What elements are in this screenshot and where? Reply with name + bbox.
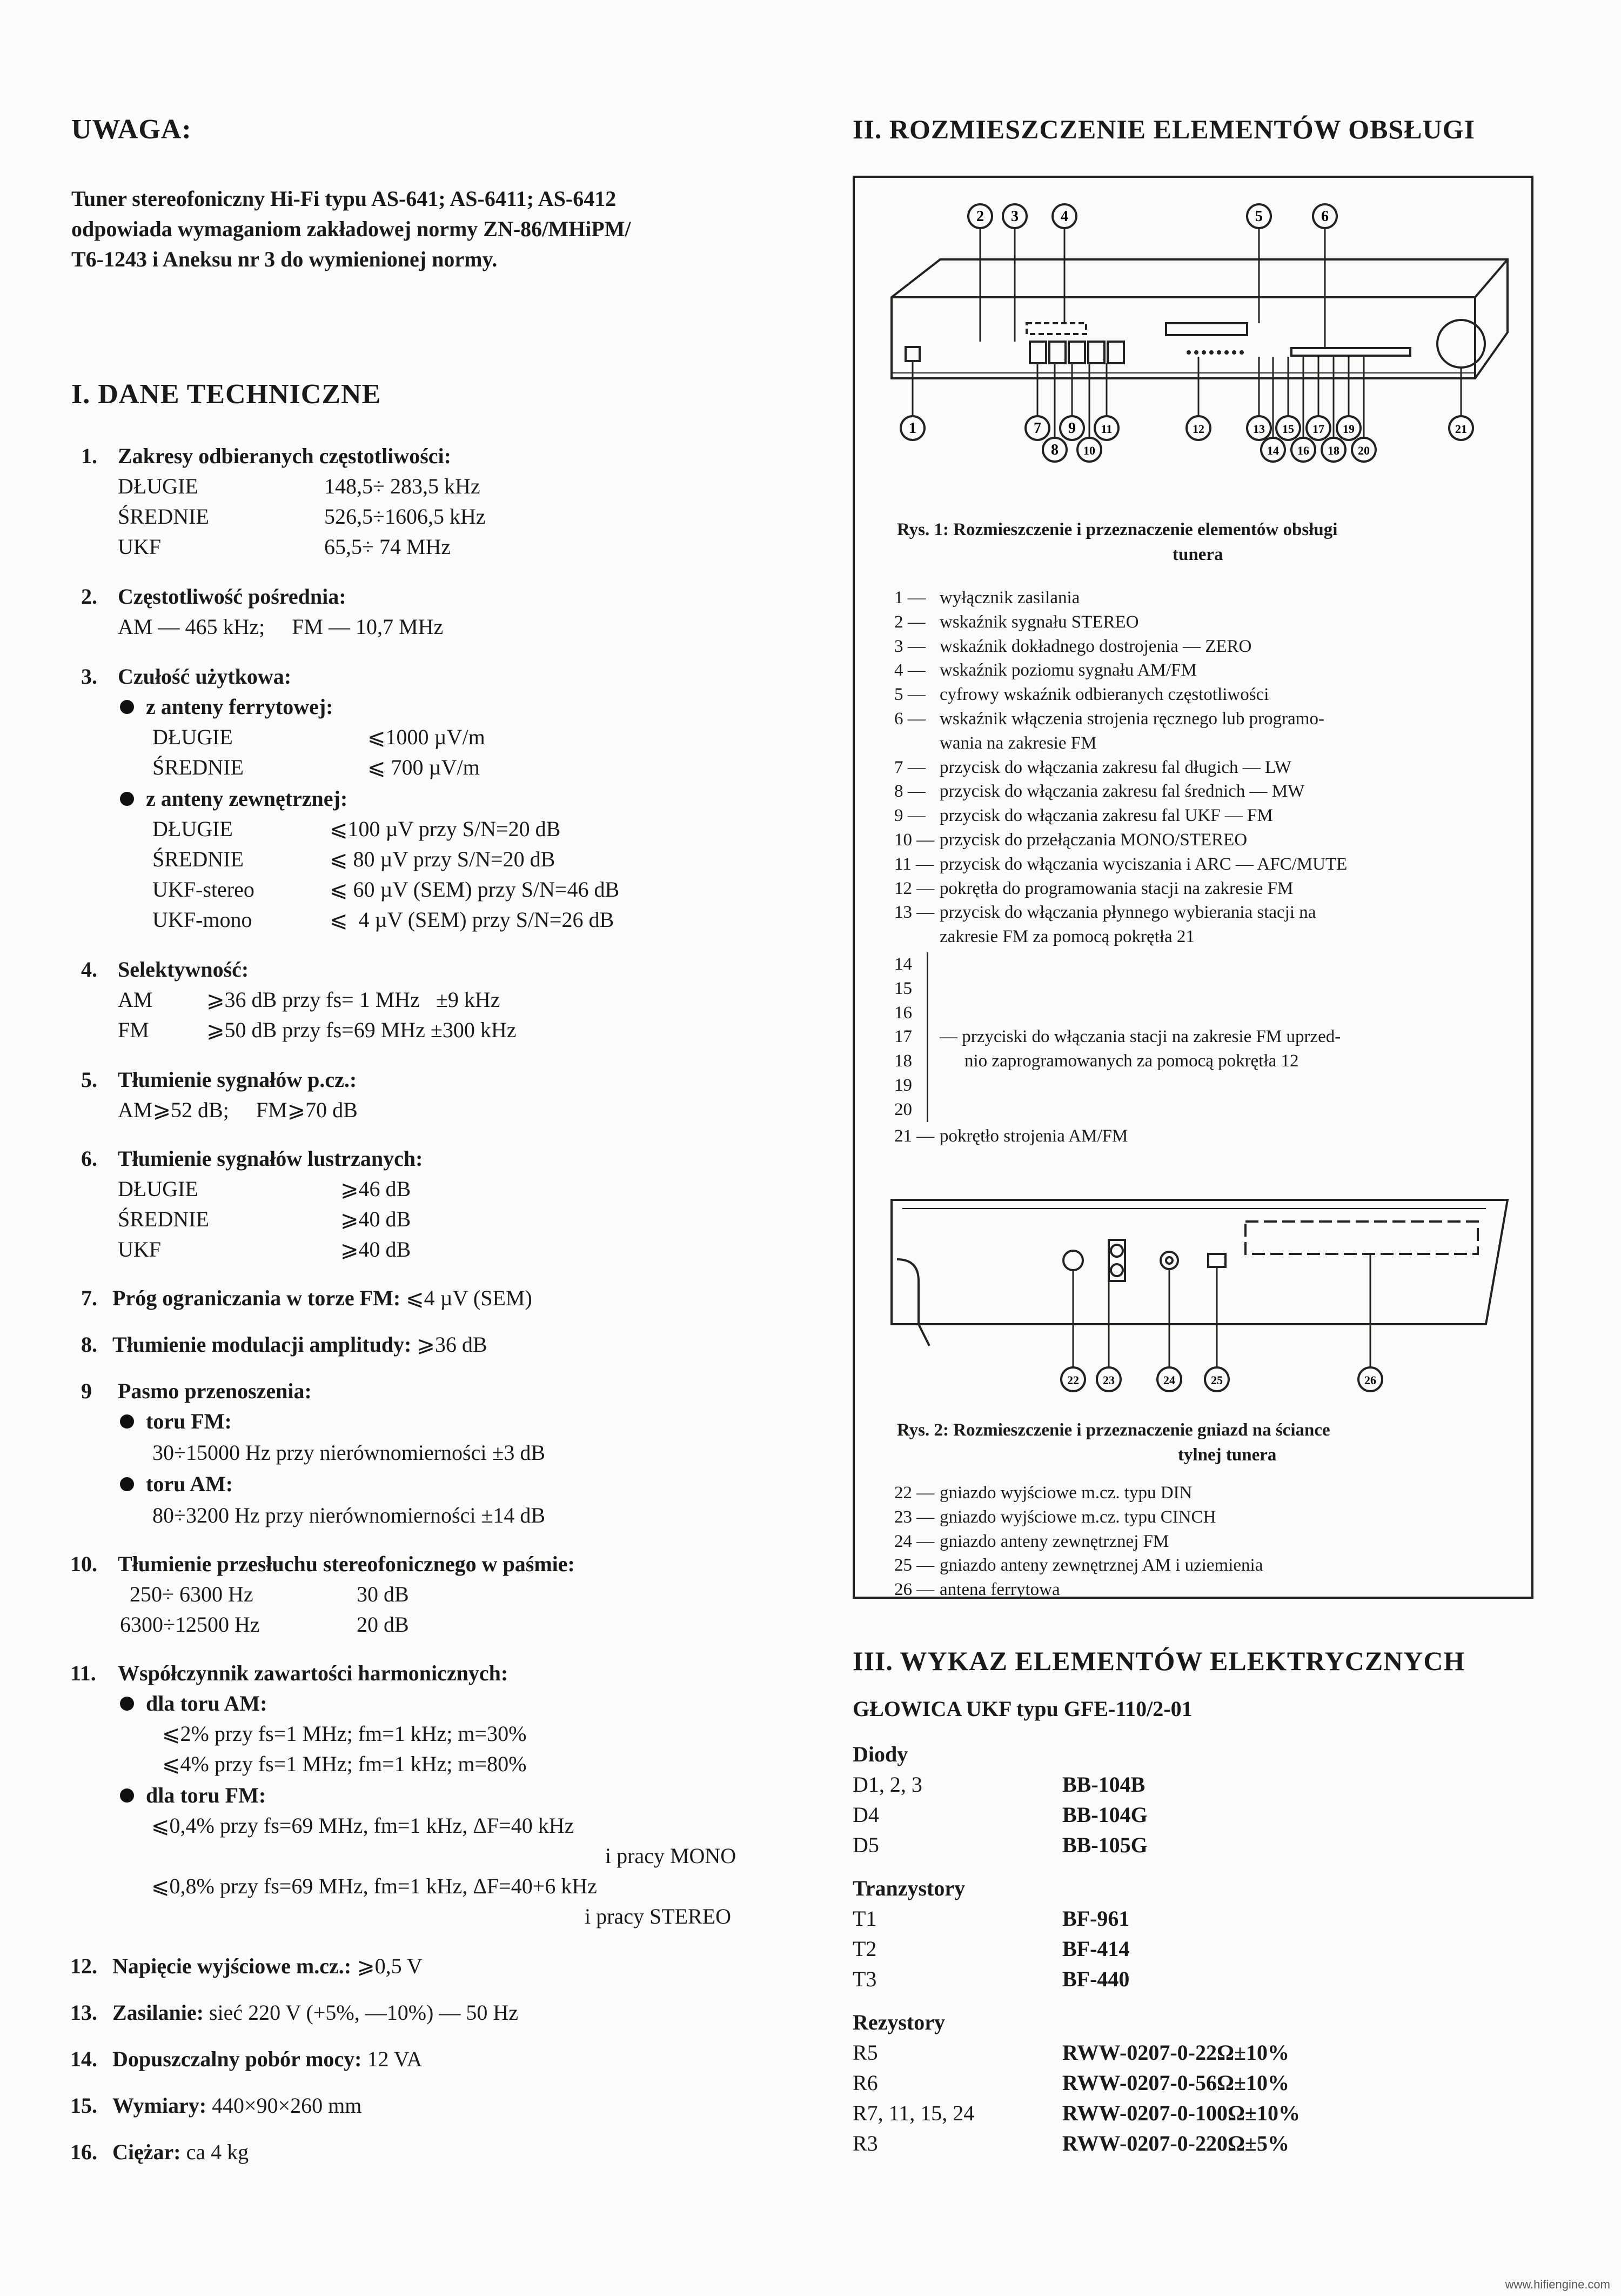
spec-value: ⩾40 dB — [340, 1237, 411, 1262]
spec-key: DŁUGIE — [152, 817, 233, 841]
spec-key: ŚREDNIE — [152, 847, 244, 871]
callout-21 — [1449, 416, 1473, 440]
svg-text:21: 21 — [1455, 422, 1467, 436]
legend-number: 4 — — [894, 660, 926, 680]
callout-11 — [1095, 416, 1118, 440]
spec-line: AM⩾52 dB; FM⩾70 dB — [118, 1098, 358, 1122]
svg-text:14: 14 — [1267, 444, 1279, 457]
svg-text:20: 20 — [1358, 444, 1370, 457]
svg-text:9: 9 — [1068, 420, 1076, 437]
callout-15 — [1276, 416, 1300, 440]
callout-9 — [1060, 416, 1084, 440]
svg-text:22: 22 — [1067, 1373, 1079, 1387]
part-type: RWW-0207-0-220Ω±5% — [1062, 2131, 1289, 2155]
fig1-caption: tunera — [1173, 545, 1223, 564]
legend-text: gniazdo anteny zewnętrznej AM i uziemienia — [940, 1556, 1263, 1576]
spec-value: ⩽ 60 µV (SEM) przy S/N=46 dB — [330, 877, 620, 902]
svg-text:8: 8 — [1051, 442, 1059, 458]
callout-23 — [1097, 1367, 1121, 1391]
spec-item: 16. Ciężar: ca 4 kg — [70, 2140, 249, 2164]
item-label: Pasmo przenoszenia: — [118, 1379, 312, 1403]
callout-2 — [968, 204, 992, 228]
legend-text: pokrętło strojenia AM/FM — [940, 1126, 1128, 1146]
legend-number: 23 — — [894, 1507, 935, 1527]
svg-text:18: 18 — [1328, 444, 1339, 457]
part-designator: R6 — [853, 2071, 878, 2095]
fig2-caption: tylnej tunera — [1178, 1445, 1277, 1465]
part-designator: D4 — [853, 1803, 879, 1827]
legend-number: 17 — [894, 1027, 912, 1047]
fig2-caption: Rys. 2: Rozmieszczenie i przeznaczenie gniazd na ściance — [897, 1420, 1330, 1440]
callout-3 — [1003, 204, 1027, 228]
svg-text:5: 5 — [1255, 208, 1263, 225]
item-number: 3. — [81, 664, 97, 689]
callout-1 — [901, 416, 925, 440]
part-designator: D5 — [853, 1833, 879, 1857]
legend-number: 2 — — [894, 612, 926, 632]
uwaga-title: UWAGA: — [71, 114, 192, 145]
legend-number: 15 — [894, 978, 912, 998]
legend-text: pokrętła do programowania stacji na zakresie FM — [940, 878, 1294, 898]
part-type: BB-104B — [1062, 1772, 1146, 1797]
sub-heading: dla toru FM: — [120, 1783, 266, 1808]
item-number: 6. — [81, 1146, 97, 1171]
spec-key: DŁUGIE — [118, 474, 198, 498]
spec-item: 15. Wymiary: 440×90×260 mm — [70, 2093, 362, 2118]
part-designator: T3 — [853, 1967, 877, 1991]
legend-text: gniazdo anteny zewnętrznej FM — [940, 1531, 1169, 1551]
section-title-2: II. ROZMIESZCZENIE ELEMENTÓW OBSŁUGI — [853, 114, 1476, 144]
spec-value: ⩽ 4 µV (SEM) przy S/N=26 dB — [330, 907, 614, 932]
legend-text: przycisk do przełączania MONO/STEREO — [940, 830, 1248, 850]
svg-text:10: 10 — [1083, 444, 1095, 457]
callout-10 — [1077, 438, 1101, 462]
legend-bracket — [927, 952, 928, 1122]
spec-key: ŚREDNIE — [118, 1207, 209, 1231]
spec-value: ⩾40 dB — [340, 1207, 411, 1231]
item-label: Tłumienie sygnałów p.cz.: — [118, 1067, 357, 1092]
legend-number: 21 — — [894, 1126, 935, 1146]
sub-heading: z anteny zewnętrznej: — [120, 786, 347, 811]
spec-key: UKF-mono — [152, 907, 252, 932]
callout-18 — [1322, 438, 1345, 462]
callout-13 — [1247, 416, 1271, 440]
legend-number: 3 — — [894, 636, 926, 656]
spec-key: DŁUGIE — [152, 725, 233, 749]
callout-4 — [1053, 204, 1076, 228]
legend-number: 7 — — [894, 757, 926, 777]
legend-number: 16 — [894, 1003, 912, 1023]
bullet-icon — [120, 1788, 134, 1803]
legend-number: 13 — — [894, 903, 935, 923]
svg-text:2: 2 — [976, 208, 984, 225]
bullet-icon — [120, 792, 134, 806]
sub-heading: z anteny ferrytowej: — [120, 694, 333, 719]
spec-line: 30÷15000 Hz przy nierównomierności ±3 dB — [152, 1440, 546, 1465]
spec-value: 526,5÷1606,5 kHz — [324, 504, 486, 529]
uwaga-line: Tuner stereofoniczny Hi-Fi typu AS-641; AS-6411; AS-6412 — [71, 186, 617, 211]
spec-line: i pracy STEREO — [585, 1904, 732, 1928]
spec-key: UKF-stereo — [152, 877, 254, 902]
sub-heading: toru AM: — [120, 1471, 233, 1497]
front-panel-diagram — [865, 195, 1518, 497]
legend-number: 19 — [894, 1076, 912, 1095]
legend-text: wyłącznik zasilania — [940, 588, 1080, 608]
spec-key: FM — [118, 1018, 149, 1042]
parts-group-title: Tranzystory — [853, 1876, 966, 1900]
callout-5 — [1247, 204, 1271, 228]
spec-key: AM — [118, 987, 153, 1012]
part-type: RWW-0207-0-22Ω±10% — [1062, 2040, 1289, 2065]
spec-line: ⩽2% przy fs=1 MHz; fm=1 kHz; m=30% — [162, 1721, 527, 1746]
spec-item: 12. Napięcie wyjściowe m.cz.: ⩾0,5 V — [70, 1954, 423, 1978]
part-designator: R7, 11, 15, 24 — [853, 2101, 975, 2125]
part-designator: T1 — [853, 1906, 877, 1931]
legend-number: 25 — — [894, 1556, 935, 1576]
spec-line: ⩽0,8% przy fs=69 MHz, fm=1 kHz, ΔF=40+6 kHz — [151, 1874, 597, 1898]
legend-text: wskaźnik sygnału STEREO — [940, 612, 1139, 632]
legend-text: gniazdo wyjściowe m.cz. typu DIN — [940, 1483, 1193, 1503]
legend-number: 18 — [894, 1051, 912, 1071]
legend-text: zakresie FM za pomocą pokrętła 21 — [940, 927, 1195, 947]
spec-line: i pracy MONO — [605, 1844, 736, 1868]
svg-text:4: 4 — [1061, 208, 1068, 225]
item-label: Współczynnik zawartości harmonicznych: — [118, 1661, 508, 1685]
spec-key: UKF — [118, 1237, 162, 1262]
item-label: Częstotliwość pośrednia: — [118, 584, 346, 609]
spec-value: 30 dB — [357, 1582, 409, 1606]
spec-value: ⩾50 dB przy fs=69 MHz ±300 kHz — [206, 1018, 517, 1042]
callout-14 — [1261, 438, 1285, 462]
svg-text:23: 23 — [1103, 1373, 1115, 1387]
legend-text: przycisk do włączania zakresu fal średnich — MW — [940, 782, 1305, 802]
spec-value: ⩽ 80 µV przy S/N=20 dB — [330, 847, 555, 871]
spec-value: ⩽1000 µV/m — [367, 725, 485, 749]
sub-heading: toru FM: — [120, 1409, 232, 1434]
svg-text:12: 12 — [1193, 422, 1204, 436]
callout-7 — [1026, 416, 1049, 440]
legend-text: gniazdo wyjściowe m.cz. typu CINCH — [940, 1507, 1216, 1527]
callout-19 — [1337, 416, 1361, 440]
legend-number: 20 — [894, 1099, 912, 1119]
svg-text:7: 7 — [1034, 420, 1041, 437]
spec-item: 8. Tłumienie modulacji amplitudy: ⩾36 dB — [81, 1332, 487, 1357]
part-type: RWW-0207-0-100Ω±10% — [1062, 2101, 1300, 2125]
spec-value: 20 dB — [357, 1612, 409, 1637]
spec-value: ⩾36 dB przy fs= 1 MHz ±9 kHz — [206, 987, 500, 1012]
svg-text:25: 25 — [1211, 1373, 1223, 1387]
svg-text:3: 3 — [1011, 208, 1019, 225]
svg-text:13: 13 — [1253, 422, 1265, 436]
legend-text: — przyciski do włączania stacji na zakresie FM uprzed- — [940, 1027, 1341, 1046]
svg-text:6: 6 — [1321, 208, 1329, 225]
spec-item: 7. Próg ograniczania w torze FM: ⩽4 µV (SEM) — [81, 1286, 532, 1310]
svg-text:1: 1 — [909, 420, 916, 437]
item-number: 1. — [81, 444, 97, 468]
spec-key: 250÷ 6300 Hz — [130, 1582, 253, 1606]
spec-key: 6300÷12500 Hz — [120, 1612, 260, 1637]
legend-text: nio zaprogramowanych za pomocą pokrętła 12 — [964, 1051, 1299, 1071]
spec-item: 14. Dopuszczalny pobór mocy: 12 VA — [70, 2047, 423, 2071]
legend-number: 11 — — [894, 854, 934, 874]
spec-value: ⩽100 µV przy S/N=20 dB — [330, 817, 561, 841]
legend-text: wskaźnik włączenia strojenia ręcznego lub programo- — [940, 709, 1324, 729]
legend-text: przycisk do włączania wyciszania i ARC — AFC/MUTE — [940, 854, 1348, 874]
callout-12 — [1187, 416, 1210, 440]
section3-subtitle: GŁOWICA UKF typu GFE-110/2-01 — [853, 1697, 1193, 1721]
legend-number: 22 — — [894, 1483, 935, 1503]
part-designator: R5 — [853, 2040, 878, 2065]
svg-text:24: 24 — [1163, 1373, 1175, 1387]
svg-text:17: 17 — [1312, 422, 1324, 436]
legend-number: 12 — — [894, 878, 935, 898]
legend-number: 10 — — [894, 830, 935, 850]
parts-group-title: Rezystory — [853, 2010, 946, 2034]
item-number: 4. — [81, 957, 97, 982]
item-label: Zakresy odbieranych częstotliwości: — [118, 444, 451, 468]
spec-line: ⩽4% przy fs=1 MHz; fm=1 kHz; m=80% — [162, 1752, 527, 1776]
legend-number: 14 — [894, 955, 912, 974]
item-number: 9 — [81, 1379, 92, 1403]
part-designator: D1, 2, 3 — [853, 1772, 922, 1797]
legend-text: wskaźnik poziomu sygnału AM/FM — [940, 660, 1197, 680]
parts-group-title: Diody — [853, 1742, 908, 1766]
part-type: BF-414 — [1062, 1937, 1130, 1961]
spec-line: AM — 465 kHz; FM — 10,7 MHz — [118, 615, 444, 639]
callout-6 — [1313, 204, 1337, 228]
callout-26 — [1358, 1367, 1382, 1391]
svg-text:16: 16 — [1297, 444, 1309, 457]
spec-key: ŚREDNIE — [152, 755, 244, 779]
item-label: Selektywność: — [118, 957, 249, 982]
part-type: BF-961 — [1062, 1906, 1130, 1931]
part-type: RWW-0207-0-56Ω±10% — [1062, 2071, 1289, 2095]
spec-item: 13. Zasilanie: sieć 220 V (+5%, —10%) — 50 Hz — [70, 2000, 519, 2025]
item-number: 2. — [81, 584, 97, 609]
uwaga-line: odpowiada wymaganiom zakładowej normy ZN-86/MHiPM/ — [71, 217, 631, 241]
part-designator: T2 — [853, 1937, 877, 1961]
spec-value: 65,5÷ 74 MHz — [324, 535, 451, 559]
callout-22 — [1061, 1367, 1085, 1391]
rear-panel-diagram — [865, 1189, 1518, 1405]
legend-number: 6 — — [894, 709, 926, 729]
legend-number: 9 — — [894, 806, 926, 826]
spec-key: UKF — [118, 535, 162, 559]
spec-key: ŚREDNIE — [118, 504, 209, 529]
spec-line: ⩽0,4% przy fs=69 MHz, fm=1 kHz, ΔF=40 kHz — [151, 1813, 574, 1838]
item-number: 10. — [70, 1552, 97, 1576]
bullet-icon — [120, 700, 134, 714]
legend-number: 26 — — [894, 1580, 935, 1600]
legend-number: 1 — — [894, 588, 926, 608]
legend-text: przycisk do włączania płynnego wybierania stacji na — [940, 903, 1316, 923]
item-label: Tłumienie sygnałów lustrzanych: — [118, 1146, 423, 1171]
callout-8 — [1043, 438, 1067, 462]
callout-16 — [1291, 438, 1315, 462]
bullet-icon — [120, 1414, 134, 1429]
bullet-icon — [120, 1697, 134, 1711]
item-number: 5. — [81, 1067, 97, 1092]
spec-key: DŁUGIE — [118, 1177, 198, 1201]
legend-text: przycisk do włączania zakresu fal długich — LW — [940, 757, 1291, 777]
fig1-caption: Rys. 1: Rozmieszczenie i przeznaczenie elementów obsługi — [897, 520, 1338, 539]
spec-value: ⩽ 700 µV/m — [367, 755, 480, 779]
legend-number: 24 — — [894, 1531, 935, 1551]
legend-text: przycisk do włączania zakresu fal UKF — FM — [940, 806, 1273, 826]
item-number: 11. — [70, 1661, 96, 1685]
callout-25 — [1205, 1367, 1229, 1391]
part-type: BB-104G — [1062, 1803, 1148, 1827]
part-type: BB-105G — [1062, 1833, 1148, 1857]
legend-number: 8 — — [894, 782, 926, 802]
svg-text:11: 11 — [1101, 422, 1113, 436]
svg-text:15: 15 — [1282, 422, 1294, 436]
part-designator: R3 — [853, 2131, 878, 2155]
callout-20 — [1352, 438, 1376, 462]
item-label: Tłumienie przesłuchu stereofonicznego w paśmie: — [118, 1552, 575, 1576]
legend-number: 5 — — [894, 685, 926, 705]
spec-value: 148,5÷ 283,5 kHz — [324, 474, 480, 498]
callout-24 — [1157, 1367, 1181, 1391]
callout-17 — [1307, 416, 1330, 440]
bullet-icon — [120, 1477, 134, 1491]
svg-text:19: 19 — [1343, 422, 1355, 436]
legend-text: cyfrowy wskaźnik odbieranych częstotliwości — [940, 685, 1269, 705]
part-type: BF-440 — [1062, 1967, 1130, 1991]
spec-value: ⩾46 dB — [340, 1177, 411, 1201]
legend-text: wskaźnik dokładnego dostrojenia — ZERO — [940, 636, 1252, 656]
svg-text:26: 26 — [1364, 1373, 1376, 1387]
section-title-3: III. WYKAZ ELEMENTÓW ELEKTRYCZNYCH — [853, 1646, 1465, 1676]
sub-heading: dla toru AM: — [120, 1691, 267, 1716]
footer-watermark: www.hifiengine.com — [1505, 2278, 1610, 2291]
item-label: Czułość użytkowa: — [118, 664, 292, 689]
spec-line: 80÷3200 Hz przy nierównomierności ±14 dB — [152, 1503, 546, 1527]
section-title-1: I. DANE TECHNICZNE — [71, 379, 381, 410]
legend-text: antena ferrytowa — [940, 1580, 1060, 1600]
legend-text: wania na zakresie FM — [940, 733, 1097, 753]
uwaga-line: T6-1243 i Aneksu nr 3 do wymienionej normy. — [71, 247, 498, 271]
